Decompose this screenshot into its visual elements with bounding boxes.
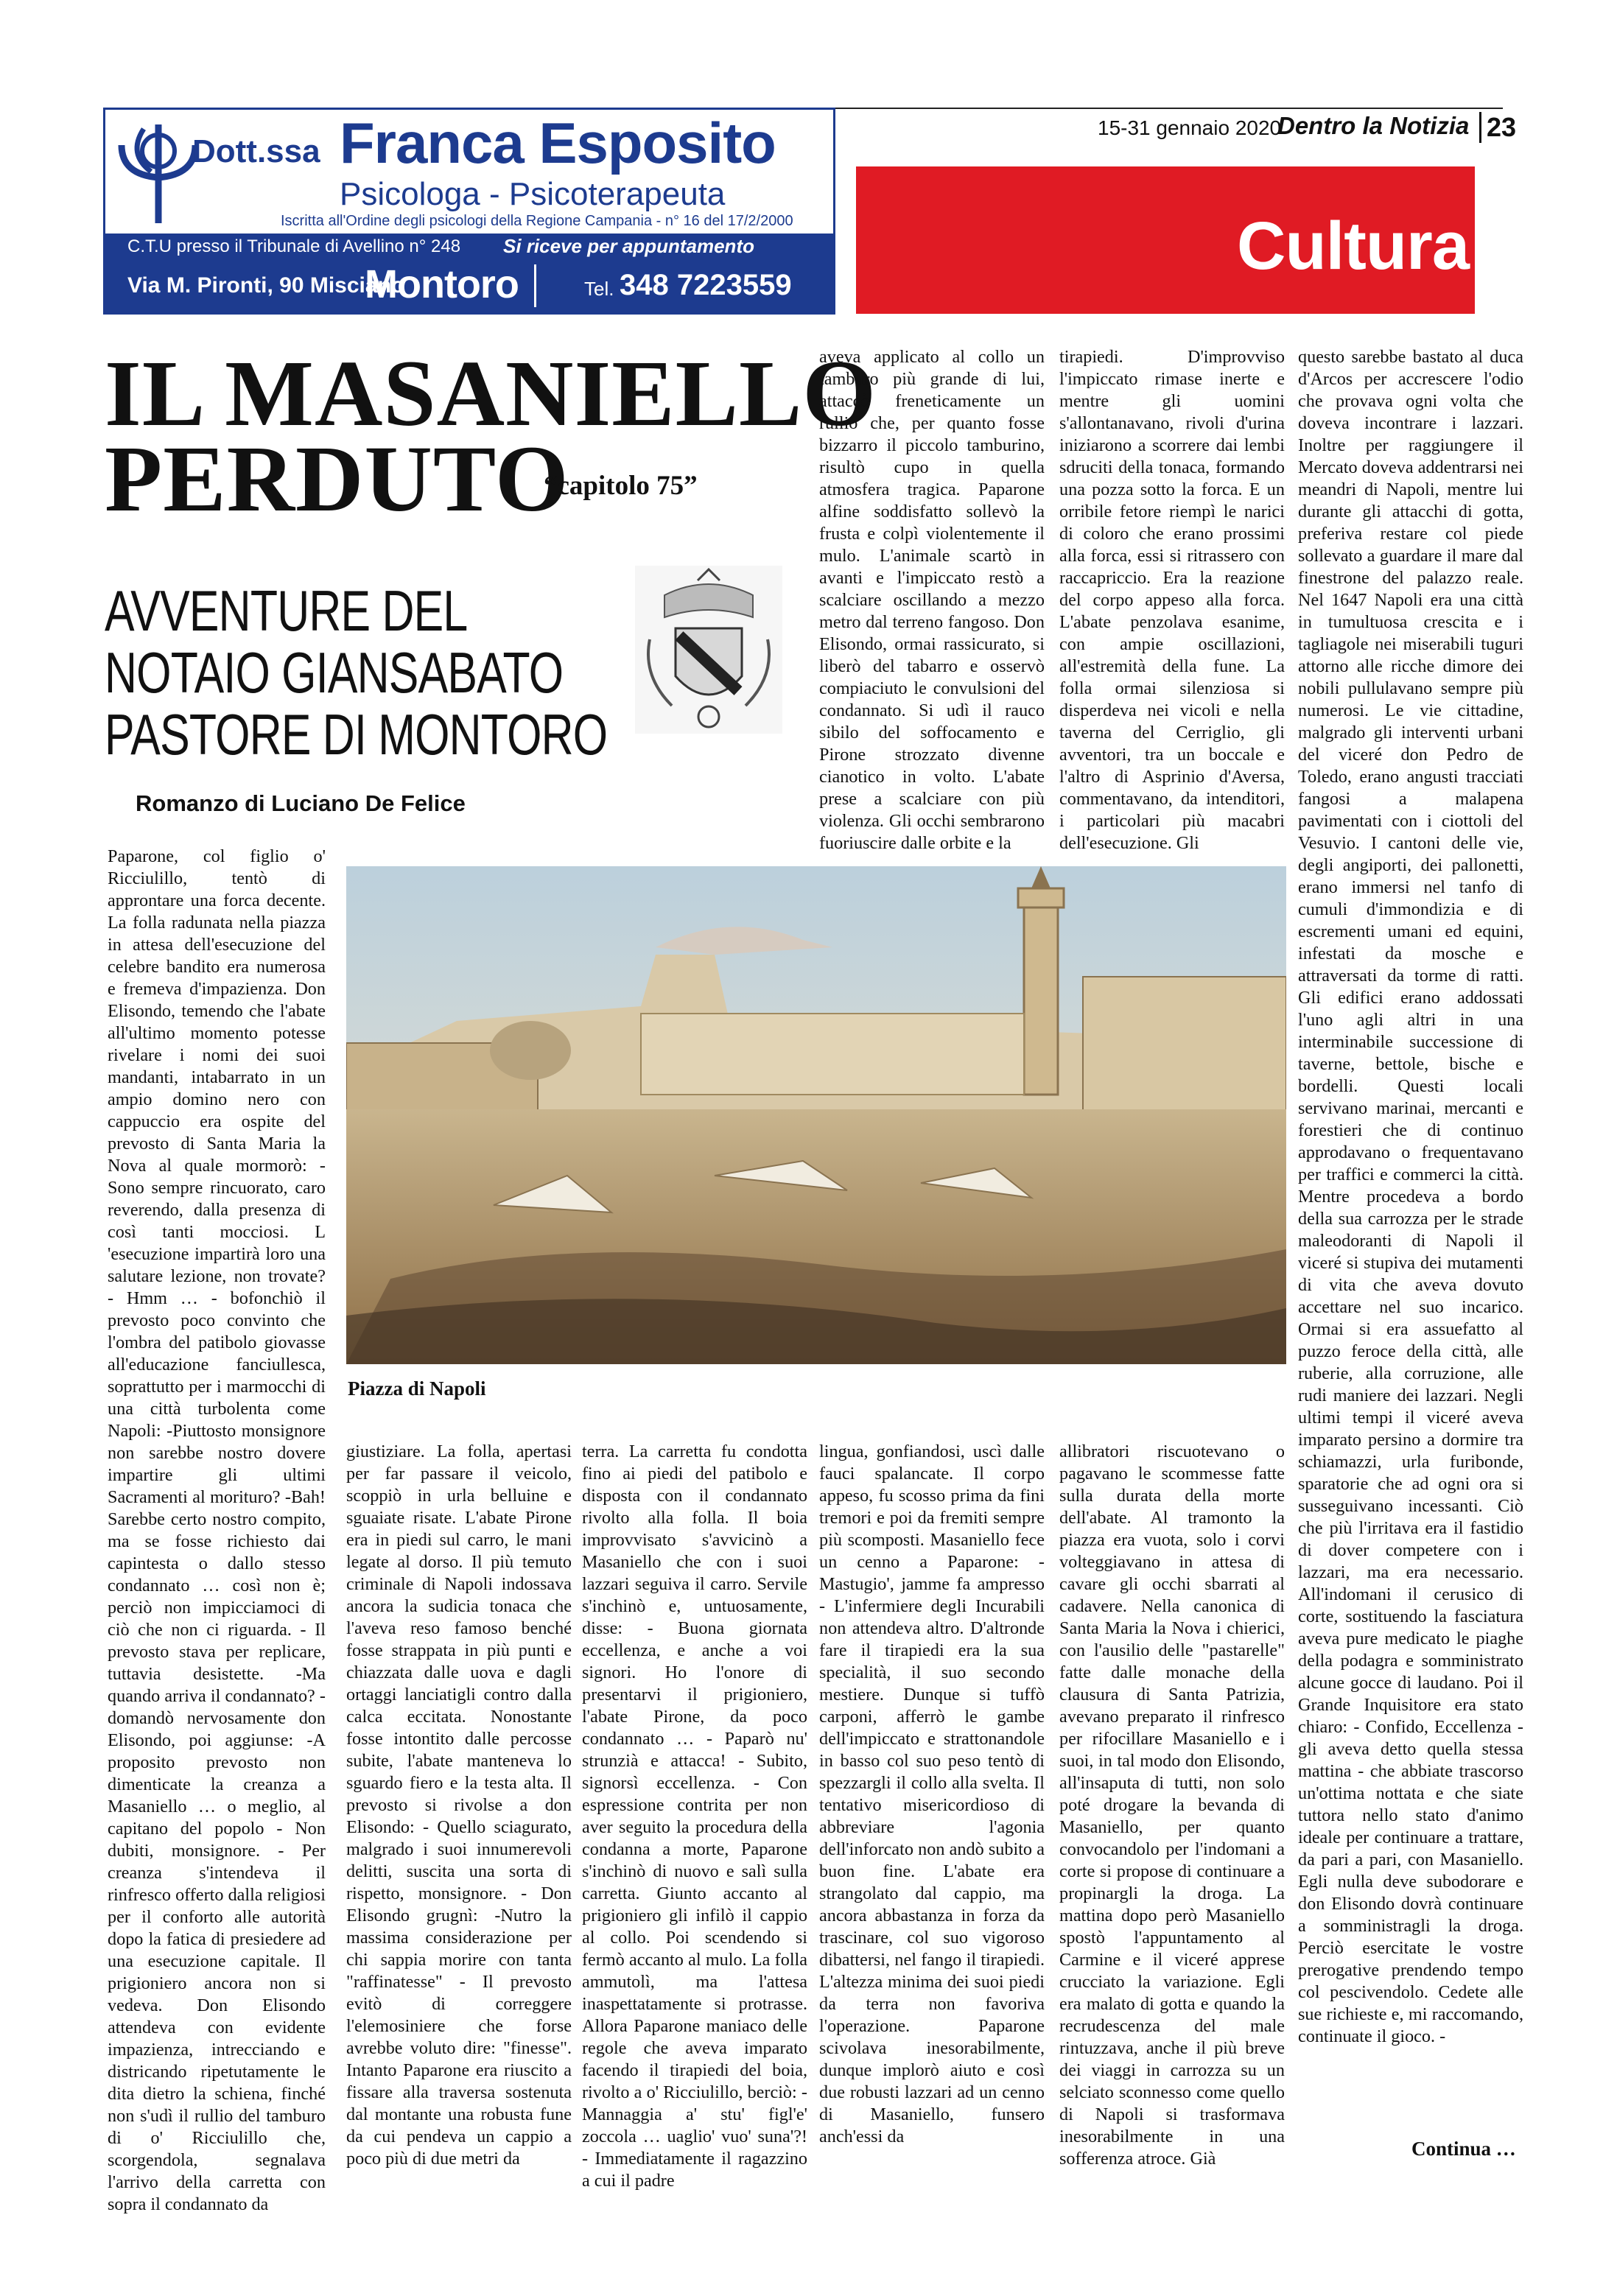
ad-profession: Psicologa - Psicoterapeuta bbox=[340, 176, 726, 212]
psi-symbol-icon bbox=[114, 116, 203, 226]
article-column-top-3: aveva applicato al collo un tamburo più grande di lui, attaccò freneticamente un rullio che, per quanto fosse bizzarro il piccolo tamburino, risultò cupo in quella atmosfera tragica. Paparone alfine soddisfatto sollevò la frusta e colpì violentemente il mulo. L'animale scartò in avanti e l'impiccato restò a scalciare oscillando a mezzo metro dal terreno fangoso. Don Elisondo, ormai rassicurato, si liberò del tabarro e osservò compiaciuto le convulsioni del condannato. Si udì il rauco sibilo del soffocamento e Pirone strozzato divenne cianotico in volto. L'abate prese a scalciare con più violenza. Gli occhi sembrarono fuoriuscire dalle orbite e la bbox=[819, 347, 1045, 853]
section-banner bbox=[856, 166, 1475, 314]
article-column-5: questo sarebbe bastato al duca d'Arcos per accrescere l'odio che provava ogni volta che doveva incontrare i lazzari. Inoltre per raggiungere il Mercato doveva addentrarsi nei meandri di Napoli, mentre lui durante gli attacchi di gotta, preferiva restare col piede sollevato a guardare il mare dal finestrone del palazzo reale. Nel 1647 Napoli era una città in tumultuosa crescita e i tagliagole nei miserabili tuguri attorno alle ricche dimore dei nobili pullulavano sempre più numerosi. Le vie cittadine, malgrado gli interventi urbani del viceré don Pedro de Toledo, erano angusti tracciati fangosi a malapena pavimentati con i ciottoli del Vesuvio. I cantoni delle vie, degli angiporti, dei pallonetti, erano immersi nel tanfo di cumuli d'immondizia e di escrementi umani ed equini, infestati da mosche e attraversati da torme di ratti. Gli edifici erano addossati l'uno agli altri in una interminabile successione di taverne, bettole, bische e bordelli. Questi locali servivano marinai, mercanti e forestieri che di continuo approdavano o frequentavano per traffici e commerci la città. Mentre procedeva a bordo della sua carrozza per le strade maleodoranti di Napoli il viceré si stupiva dei mutamenti di vita che aveva dovuto accettare nel suo incarico. Ormai si era assuefatto al puzzo feroce della città, alle ruberie, alla corruzione, alle rudi maniere dei lazzari. Negli ultimi tempi il viceré aveva imparato persino a dormire tra schiamazzi, urla furibonde, sparatorie che ad ogni ora si susseguivano incessanti. Ciò che più l'irritava era il fastidio di dover competere con i lazzari, ma era necessario. All'indomani il cerusico di corte, sostituendo la fasciatura aveva pure medicato le piaghe della podagra e somministrato alcune gocce di laudano. Poi il Grande Inquisitore era stato chiaro: - Confido, Eccellenza - gli aveva detto quella stessa mattina - che abbiate trascorso un'ottima nottata e che siate tuttora nello stato d'animo ideale per continuare a trattare, da pari a pari, con Masaniello. Egli nulla deve subodorare e don Elisondo dovrà continuare a somministragli la droga. Perciò esercitate le vostre prerogative prendendo tempo col pescivendolo. Cedete alle sue richieste e, mi raccomando, continuate il gioco. - bbox=[1298, 347, 1523, 2046]
coat-of-arms-engraving bbox=[635, 566, 782, 734]
article-column-top-4: tirapiedi. D'improvviso l'impiccato rimase inerte e mentre gli uomini s'allontanavano, rivoli d'urina iniziarono a scorrere dai lembi sdruciti della tonaca, formando una pozza sotto la forca. E un orribile fetore riempì le narici di coloro che erano prossimi alla forca, essi si ritrassero con raccapriccio. Era la reazione del corpo appeso alla forca. L'abate penzolava esanime, con ampie oscillazioni, all'estremità della fune. La folla ormai silenziosa si disperdeva nei vicoli e nella taverna del Cerriglio, gli avventori, tra un boccale e l'altro di Asprinio d'Aversa, commentavano, da intenditori, i particolari più macabri dell'esecuzione. Gli bbox=[1059, 347, 1285, 853]
header-divider bbox=[1479, 112, 1481, 143]
issue-date: 15-31 gennaio 2020 bbox=[1098, 116, 1282, 139]
publication-name: Dentro la Notizia bbox=[1277, 112, 1470, 139]
article-title-line1: IL MASANIELLO bbox=[105, 341, 877, 446]
chapter-label: “capitolo 75” bbox=[544, 471, 698, 501]
ad-address: Via M. Pironti, 90 Misciano bbox=[127, 273, 405, 298]
subtitle-line2: NOTAIO GIANSABATO bbox=[105, 640, 564, 705]
page-number: 23 bbox=[1487, 112, 1517, 142]
subtitle-line3: PASTORE DI MONTORO bbox=[105, 702, 608, 767]
article-title-line2: PERDUTO bbox=[105, 426, 569, 531]
piazza-painting bbox=[346, 866, 1286, 1364]
ad-appointment: Si riceve per appuntamento bbox=[503, 235, 754, 257]
ad-name: Franca Esposito bbox=[340, 110, 776, 175]
ad-ctu: C.T.U presso il Tribunale di Avellino n° 248 bbox=[127, 236, 461, 256]
ad-separator bbox=[534, 264, 536, 307]
article-column-1: Paparone, col figlio o' Ricciulillo, tentò di approntare una forca decente. La folla radunata nella piazza in attesa dell'esecuzione del celebre bandito era numerosa e fremeva d'impazienza. Don Elisondo, temendo che l'abate all'ultimo momento potesse rivelare i nomi dei suoi mandanti, intabarrato in un ampio domino nero con cappuccio era ospite del prevosto di Santa Maria la Nova al quale mormorò: - Sono sempre rincuorato, caro reverendo, dalla presenza di così tanti mocciosi. L 'esecuzione impartirà loro una salutare lezione, non trovate? - Hmm … - bofonchiò il prevosto poco convinto che l'ombra del patibolo giovasse all'educazione fanciullesca, soprattutto per i marmocchi di una città turbolenta come Napoli: -Piuttosto monsignore non sarebbe nostro dovere impartire gli ultimi Sacramenti al morituro? -Bah! Sarebbe certo nostro compito, ma se fosse richiesto dai capintesta o dallo stesso condannato … così non è; perciò non impicciamoci di ciò che non ci riguarda. - Il prevosto stava per replicare, tuttavia desistette. -Ma quando arriva il condannato? - domandò nervosamente don Elisondo, poi aggiunse: -A proposito prevosto non dimenticate la creanza a Masaniello … o meglio, al capitano del popolo - Non dubiti, monsignore. - Per creanza s'intendeva il rinfresco offerto dalla religiosi per il conforto alle autorità dopo la fatica di presiedere ad una esecuzione capitale. Il prigioniero ancora non si vedeva. Don Elisondo attendeva con evidente impazienza, intrecciando e districando ripetutamente le dita dietro la schiena, finché non s'udì il rullio del tamburo di o' Ricciulillo che, scorgendola, segnalava l'arrivo della carretta con sopra il condannato da bbox=[108, 846, 326, 2214]
subtitle-line1: AVVENTURE DEL bbox=[105, 578, 468, 643]
section-label: Cultura bbox=[1237, 208, 1469, 284]
ad-title-prefix: Dott.ssa bbox=[192, 133, 320, 169]
article-column-bottom-4: lingua, gonfiandosi, uscì dalle fauci spalancate. Il corpo appeso, fu scosso prima da fini tremori e poi da fremiti sempre più scomposti. Masaniello fece un cenno a Paparone: - Mastugio', jamme fa ampresso - L'infermiere degli Incurabili non attendeva altro. D'altronde fare il tirapiedi era la sua specialità, il suo secondo mestiere. Dunque si tuffò carponi, afferrò le gambe dell'impiccato e strattonandole in basso col suo peso tentò di spezzargli il collo alla svelta. Il tentativo misericordioso di abbreviare l'agonia dell'inforcato non andò subito a buon fine. L'abate era strangolato dal cappio, ma ancora abbastanza in forza da trascinare, col suo vigoroso dibattersi, nel fango il tirapiedi. L'altezza minima dei suoi piedi da terra non favoriva l'operazione. Paparone scivolava inesorabilmente, dunque implorò aiuto e così due robusti lazzari ad un cenno di Masaniello, funsero anch'essi da bbox=[819, 1442, 1045, 2146]
advertisement-box bbox=[103, 108, 835, 315]
article-column-bottom-3: terra. La carretta fu condotta fino ai piedi del patibolo e disposta con il condannato rivolto alla folla. Il boia improvvisato s'avvicinò a Masaniello che con i suoi lazzari seguiva il carro. Servile s'inchinò e, untuosamente, disse: - Buona giornata eccellenza, e anche a voi signori. Ho l'onore di presentarvi il prigioniero, l'abate Pirone, da poco condannato … - Paparò nu' strunzià e attacca! - Subito, signorsì eccellenza. - Con espressione contrita per non aver seguito la procedura della condanna a morte, Paparone s'inchinò di nuovo e salì sulla carretta. Giunto accanto al prigioniero gli infilò il cappio al collo. Poi scendendo si fermò accanto al mulo. La folla ammutolì, ma l'attesa inaspettatamente si protrasse. Allora Paparone maniaco delle regole che aveva imparato facendo il tirapiedi del boia, rivolto a o' Ricciulillo, berciò: - Mannaggia a' stu' figl'e' zoccola … uaglio' vuo' suna'?! - Immediatamente il ragazzino a cui il padre bbox=[582, 1442, 807, 2191]
article-column-bottom-5: allibratori riscuotevano o pagavano le scommesse fatte sulla durata della morte dell'abate. Al tramonto la piazza era vuota, solo i corvi volteggiavano in attesa di cavare gli occhi sbarrati al cadavere. Nella canonica di Santa Maria la Nova i chierici, con l'ausilio delle "pastarelle" fatte dalle monache della clausura di Santa Patrizia, avevano preparato il rinfresco per rifocillare Masaniello e i suoi, in tal modo don Elisondo, all'insaputa di tutti, non solo poté drogare la bevanda di Masaniello, per quanto convocandolo per l'indomani a corte si propose di continuare a propinargli la droga. La mattina dopo però Masaniello spostò l'appuntamento al Carmine e il viceré apprese crucciato la variazione. Egli era malato di gotta e quando la recrudescenza del male rintuzzava, anche il più breve dei viaggi in carrozza su un selciato sconnesso come quello di Napoli si trasformava inesorabilmente in una sofferenza atroce. Già bbox=[1059, 1442, 1285, 2169]
image-caption: Piazza di Napoli bbox=[348, 1377, 486, 1400]
continue-label: Continua … bbox=[1411, 2138, 1516, 2160]
article-column-bottom-2: giustiziare. La folla, apertasi per far passare il veicolo, scoppiò in urla belluine e sguaiate risate. L'abate Pirone era in piedi sul carro, le mani legate al dorso. Il più temuto criminale di Napoli indossava ancora la sudicia tonaca che l'aveva reso famoso benché fosse strappata in più punti e chiazzata dalle uova e dagli ortaggi lanciatigli contro dalla calca eccitata. Nonostante fosse intontito dalle percosse subite, l'abate manteneva lo sguardo fiero e la testa alta. Il prevosto si rivolse a don Elisondo: - Quello sciagurato, malgrado i suoi innumerevoli delitti, suscita una sorta di rispetto, monsignore. - Don Elisondo grugnì: -Nutro la massima considerazione per chi sappia morire con tanta "raffinatesse" - Il prevosto evitò di correggere l'elemosiniere che forse avrebbe voluto dire: "finesse". Intanto Paparone era riuscito a fissare alla traversa sostenuta dal montante una robusta fune da cui pendeva un cappio a poco più di due metri da bbox=[346, 1442, 572, 2169]
ad-contact-band bbox=[105, 234, 833, 312]
byline: Romanzo di Luciano De Felice bbox=[136, 790, 466, 816]
ad-tel-label: Tel. bbox=[584, 278, 614, 300]
ad-registration: Iscritta all'Ordine degli psicologi della Regione Campania - n° 16 del 17/2/2000 bbox=[281, 213, 793, 229]
ad-city: Montoro bbox=[365, 262, 519, 306]
ad-phone: 348 7223559 bbox=[620, 269, 792, 301]
